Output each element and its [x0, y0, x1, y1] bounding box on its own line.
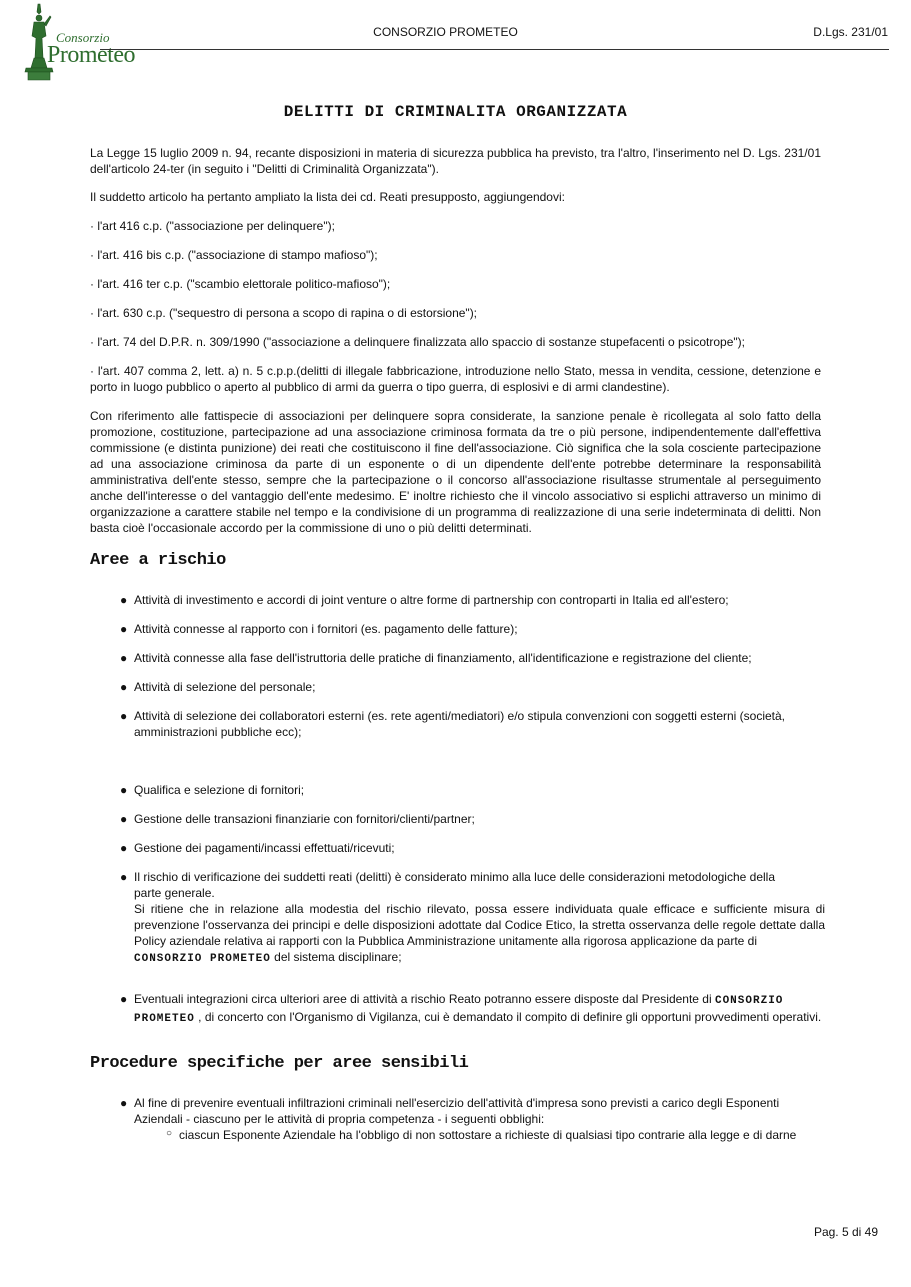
section-heading-procedure: Procedure specifiche per aree sensibili [90, 1054, 469, 1073]
bullet-icon: ● [120, 1096, 128, 1110]
list-item: ● Attività di selezione dei collaboratori esterni (es. rete agenti/mediatori) e/o stipula convenzioni con soggetti esterni (società, amministrazioni pubbliche ecc); [120, 709, 786, 739]
intro-paragraph-2: Il suddetto articolo ha pertanto ampliato la lista dei cd. Reati presupposto, aggiungendovi: [90, 190, 565, 204]
circle-bullet-icon: ○ [166, 1128, 173, 1139]
header-divider [100, 49, 889, 50]
risk-line-2: parte generale. [134, 886, 215, 900]
logo-consorzio-text: Consorzio [56, 30, 110, 45]
risk-tail: del sistema disciplinare; [270, 950, 402, 964]
bullet-icon: ● [120, 680, 128, 694]
logo-prometeo-text: Prometeo [47, 42, 135, 68]
brand-name: CONSORZIO PROMETEO [134, 995, 784, 1025]
bullet-icon: ● [120, 841, 128, 855]
intro-paragraph-1: La Legge 15 luglio 2009 n. 94, recante disposizioni in materia di sicurezza pubblica ha previsto, tra l'altro, l'inserimento nel D. Lgs. 231/01 dell'articolo 24-ter (in seguito i "Delitti di Criminalità Organizzata"). [90, 146, 821, 176]
list-item: ● Qualifica e selezione di fornitori; [120, 783, 305, 797]
list-item: · l'art. 407 comma 2, lett. a) n. 5 c.p.p.(delitti di illegale fabbricazione, introduzione nello Stato, messa in vendita, cessione, detenzione e porto in luogo pubblico o aperto al pubblico di armi da guerra o tipo guerra, di esplosivi e di armi clandestine). [90, 364, 821, 394]
list-item: ● Attività di selezione del personale; [120, 680, 316, 694]
list-item: · l'art. 416 ter c.p. ("scambio elettorale politico-mafioso"); [90, 277, 391, 291]
bullet-icon: ● [120, 593, 128, 607]
list-item: · l'art. 630 c.p. ("sequestro di persona a scopo di rapina o di estorsione"); [90, 306, 478, 320]
list-item: ● Gestione dei pagamenti/incassi effettuati/ricevuti; [120, 841, 395, 855]
risk-line-1: Il rischio di verificazione dei suddetti reati (delitti) è considerato minimo alla luce delle considerazioni metodologiche della [134, 870, 775, 884]
header-company-name: CONSORZIO PROMETEO [373, 25, 518, 39]
page-number: Pag. 5 di 49 [813, 1225, 878, 1239]
list-item: · l'art. 416 bis c.p. ("associazione di stampo mafioso"); [90, 248, 378, 262]
list-item: · l'art 416 c.p. ("associazione per delinquere"); [90, 219, 335, 233]
list-item: ● Attività di investimento e accordi di joint venture o altre forme di partnership con controparti in Italia ed all'estero; [120, 593, 729, 607]
brand-name: CONSORZIO PROMETEO [134, 953, 271, 965]
sub-list-item: ○ ciascun Esponente Aziendale ha l'obbligo di non sottostare a richieste di qualsiasi tipo contrarie alla legge e di darne [166, 1128, 797, 1142]
list-item: ● Al fine di prevenire eventuali infiltrazioni criminali nell'esercizio dell'attività d'impresa sono previsti a carico degli Esponenti Aziendali - ciascuno per le attività di propria competenza - i seguenti obblighi: [120, 1096, 780, 1126]
bullet-icon: ● [120, 783, 128, 797]
page-title: DELITTI DI CRIMINALITA ORGANIZZATA [283, 103, 628, 121]
bullet-icon: ● [120, 622, 128, 636]
bullet-icon: ● [120, 992, 128, 1006]
bullet-icon: ● [120, 651, 128, 665]
risk-paragraph: Si ritiene che in relazione alla modestia del rischio rilevato, possa essere individuata quale efficace e sufficiente misura di prevenzione l'osservanza dei principi e delle disposizioni adottate dal Codice Etico, la stretta osservanza delle regole dettate dalla Policy aziendale relativa ai rapporti con la Pubblica Amministrazione unitamente alla rigorosa applicazione da parte di [134, 902, 825, 948]
bullet-icon: ● [120, 870, 128, 884]
list-item: ● Attività connesse alla fase dell'istruttoria delle pratiche di finanziamento, all'identificazione e registrazione del cliente; [120, 651, 752, 665]
list-item: ● Gestione delle transazioni finanziarie con fornitori/clienti/partner; [120, 812, 475, 826]
list-item: · l'art. 74 del D.P.R. n. 309/1990 ("associazione a delinquere finalizzata allo spaccio di sostanze stupefacenti o psicotrope"); [90, 335, 745, 349]
bullet-icon: ● [120, 709, 128, 723]
intro-paragraph-3: Con riferimento alle fattispecie di associazioni per delinquere sopra considerate, la sanzione penale è ricollegata al solo fatto della promozione, costituzione, partecipazione ad una associazione criminosa formata da tre o più persone, indipendentemente dall'effettiva commissione (e distinta punizione) dei reati che costituiscono il fine dell'associazione. Ciò significa che la sola cosciente partecipazione ad una associazione criminosa da parte di un esponente o di un dipendente dell'ente potrebbe determinare la responsabilità amministrativa dell'ente stesso, sempre che la partecipazione o il concorso all'associazione risultasse strumentale al perseguimento anche dell'interesse o del vantaggio dell'ente medesimo. E' inoltre richiesto che il vincolo associativo si esplichi attraverso un minimo di organizzazione a carattere stabile nel tempo e la condivisione di un programma di realizzazione di una serie indeterminata di delitti. Non basta cioè l'occasionale accordo per la commissione di uno o più delitti determinati. [90, 409, 821, 535]
consorzio-prometeo-logo [20, 2, 135, 82]
list-item: ● Attività connesse al rapporto con i fornitori (es. pagamento delle fatture); [120, 622, 518, 636]
list-item-further-areas: ● Eventuali integrazioni circa ulteriori aree di attività a rischio Reato potranno essere disposte dal Presidente di CONSORZIO PROMETEO , di concerto con l'Organismo di Vigilanza, cui è demandato il compito di definire gli opportuni provvedimenti operativi. [120, 992, 822, 1025]
list-item-risk-assessment [120, 869, 825, 967]
bullet-icon: ● [120, 812, 128, 826]
header-law-reference: D.Lgs. 231/01 [813, 25, 888, 39]
section-heading-aree-a-rischio: Aree a rischio [90, 551, 226, 570]
